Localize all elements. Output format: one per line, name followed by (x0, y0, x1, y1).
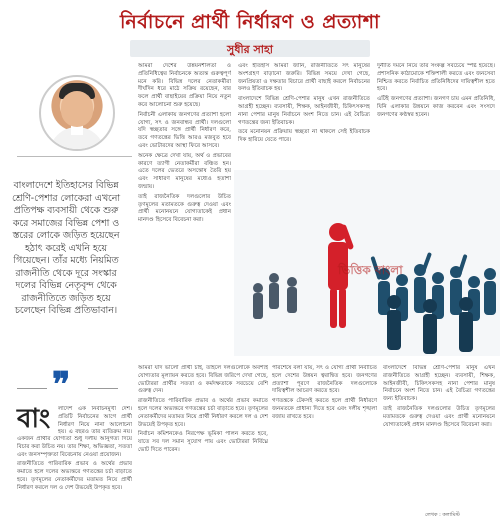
column-far-right-top (377, 63, 495, 163)
paragraph: তাই রাজনৈতিক দলগুলোর উচিত তৃণমূলের মতামতকে গুরুত্ব দেওয়া এবং প্রার্থী মনোনয়নে যোগ্যতাকেই প্রধান মানদণ্ড হিসেবে বিবেচনা করা। (138, 193, 231, 224)
pull-quote: বাংলাদেশে ইতিহাসের বিভিন্ন শ্রেণি-পেশার লোকেরা এখনো প্রতিপক্ষ ব্যবসায়ী থেকে শুরু করে সমাজের বিভিন্ন পেশা ও স্তরের লোকে জড়িত হয়েছেন হঠাৎ করেই এখনি হয়ে গিয়েছেন। তাঁর মধ্যে নিয়মিত রাজনীতি থেকে দূরে সংস্কার দলের বিভিন্ন নেতৃবৃন্দ থেকে রাজনীতিতে জড়িত হয়ে চলেছেন বিভিন্ন প্রতিভাবান। (11, 180, 121, 316)
column-bottom-left-head (58, 406, 132, 436)
column-bottom-left (17, 436, 132, 526)
column-right-bottom (272, 365, 377, 525)
paragraph: আমরা দেশের উন্নয়নশীলতা ও প্রতিনিধিত্বের নির্বাচনকে অত্যন্ত গুরুত্বপূর্ণ মনে করি। বিভিন্ন দলের নেতাকর্মীরা দীর্ঘদিন ধরে মাঠে সক্রিয় রয়েছেন, যার ফলে প্রার্থী বাছাইয়ের প্রক্রিয়া নিয়ে নতুন করে আলোচনা শুরু হয়েছে। (138, 63, 231, 108)
paragraph: গণতন্ত্রকে টেকসই করতে হলে প্রার্থী নির্ধারণে জনমতকে প্রাধান্য দিতে হবে এবং দলীয় শৃঙ্খলা বজায় রাখতে হবে। (272, 398, 377, 420)
paragraph: এটিই জনগণের প্রত্যাশা। জনগণ চায় এমন প্রতিনিধি, যিনি এলাকার উন্নয়নে কাজ করবেন এবং সংসদে জনগণের কণ্ঠস্বর হবেন। (377, 96, 495, 118)
paragraph: বাংলাদেশে বিভিন্ন শ্রেণি-পেশার মানুষ এখন রাজনীতিতে আগ্রহী হচ্ছেন। ব্যবসায়ী, শিক্ষক, আইনজীবী, চিকিৎসকসহ নানা পেশার মানুষ নির্বাচনে অংশ নিতে চান। এই বৈচিত্র্য গণতন্ত্রের জন্য ইতিবাচক। (238, 96, 370, 126)
quote-mark-icon: ❞ (52, 365, 71, 405)
paragraph: দুর্নীতি দমনে নিয়ে তার সংকল্প সবচেয়ে স্পষ্ট হয়েছে। প্রশাসনিক কাঠামোকে শক্তিশালী করতে এবং জনসেবা নিশ্চিত করতে নির্বাচিত প্রতিনিধিদের দায়িত্বশীল হতে হবে। (377, 63, 495, 93)
paragraph: নির্বাচনী এলাকায় জনগণের প্রত্যাশা হলো যোগ্য, সৎ ও জনবান্ধব প্রার্থী। দলগুলো যদি স্বচ্ছতার সঙ্গে প্রার্থী নির্ধারণ করে, তবে গণতন্ত্রের ভিত্তি আরও মজবুত হবে এবং ভোটারদের আস্থা ফিরে আসবে। (138, 111, 231, 149)
paragraph: একজন প্রার্থীর যোগ্যতা শুধু দলীয় আনুগত্য দিয়ে বিচার করা উচিত নয়। তার শিক্ষা, অভিজ্ঞতা, সততা এবং জনসম্পৃক্ততা বিবেচনায় নেওয়া প্রয়োজন। (17, 436, 132, 458)
paragraph: এবং ইতিহাস আমরা জানি, রাজনীতিতে সৎ মানুষের অংশগ্রহণ বাড়ানো জরুরি। বিভিন্ন সময়ে দেখা গেছে, জনপ্রিয়তা ও দক্ষতার বিচারে প্রার্থী বাছাই করলে নির্বাচনের ফলও ইতিবাচক হয়। (238, 63, 370, 93)
paragraph: লাদেশ এক নির্বাচনমুখী দেশ। প্রতিটি নির্বাচনের আগে প্রার্থী নির্ধারণ নিয়ে নানা আলোচনা হয়। এ বছরও তার ব্যতিক্রম নয়। (58, 406, 132, 436)
drop-cap: বাং (17, 404, 51, 434)
paragraph: বাংলাদেশে বিভিন্ন শ্রেণি-পেশার মানুষ এখন রাজনীতিতে আগ্রহী হচ্ছেন। ব্যবসায়ী, শিক্ষক, আইনজীবী, চিকিৎসকসহ নানা পেশার মানুষ নির্বাচনে অংশ নিতে চান। এই বৈচিত্র্য গণতন্ত্রের জন্য ইতিবাচক। (383, 365, 495, 403)
paragraph: তবে মনোনয়ন প্রক্রিয়ায় স্বচ্ছতা না থাকলে সেই ইতিবাচক দিক হারিয়ে যেতে পারে। (238, 129, 370, 144)
column-right-top (238, 63, 370, 163)
paragraph: তাই রাজনৈতিক দলগুলোর উচিত তৃণমূলের মতামতকে গুরুত্ব দেওয়া এবং প্রার্থী মনোনয়নে যোগ্যতাকেই প্রধান মানদণ্ড হিসেবে বিবেচনা করা। (383, 405, 495, 428)
column-far-right-bottom (383, 365, 495, 510)
author-photo (39, 75, 115, 151)
paragraph: অনেক ক্ষেত্রে দেখা যায়, অর্থ ও প্রভাবের কারণে ত্যাগী নেতাকর্মীরা বঞ্চিত হন। এতে দলের ভেতরে অসন্তোষ তৈরি হয় এবং সাধারণ মানুষের মধ্যেও হতাশা জন্মায়। (138, 152, 231, 190)
column-mid-top (138, 63, 231, 363)
author-byline: সুধীর সাহা (227, 43, 273, 56)
watermark: ভিত্তিক বাংলা (338, 263, 403, 277)
paragraph: আমরা যদি ভালো প্রার্থী চাই, তাহলে দলগুলোকে অবশ্যই যোগ্যতার মূল্যায়ন করতে হবে। বিভিন্ন জরিপে দেখা গেছে, ভোটাররা প্রার্থীর সততা ও কর্মদক্ষতাকে সবচেয়ে বেশি গুরুত্ব দেন। (138, 365, 268, 395)
quote-divider-right (88, 388, 118, 389)
paragraph: রাজনীতিতে পারিবারিক প্রভাব ও অর্থের প্রভাব কমাতে হলে দলের অভ্যন্তরে গণতন্ত্রের চর্চা বাড়াতে হবে। তৃণমূলের নেতাকর্মীদের মতামত নিয়ে প্রার্থী নির্ধারণ করলে দল ও দেশ উভয়েই উপকৃত হবে। (138, 398, 268, 428)
photo-divider (17, 156, 132, 157)
article-headline: নির্বাচনে প্রার্থী নির্ধারণ ও প্রত্যাশা (119, 11, 381, 33)
column-mid-bottom (138, 365, 268, 525)
paragraph: পরিশেষে বলা যায়, সৎ ও যোগ্য প্রার্থী নির্বাচিত হলে দেশের উন্নয়ন ত্বরান্বিত হবে। জনগণের প্রত্যাশা পূরণে রাজনৈতিক দলগুলোকে দায়িত্বশীল আচরণ করতে হবে। (272, 365, 377, 395)
author-credit: লেখক : কলামিস্ট (425, 512, 460, 518)
paragraph: নির্বাচন কমিশনকেও নিরপেক্ষ ভূমিকা পালন করতে হবে, যাতে সব দল সমান সুযোগ পায় এবং ভোটাররা নির্বিঘ্নে ভোট দিতে পারেন। (138, 431, 268, 453)
paragraph: রাজনীতিতে পারিবারিক প্রভাব ও অর্থের প্রভাব কমাতে হলে দলের অভ্যন্তরে গণতন্ত্রের চর্চা বাড়াতে হবে। তৃণমূলের নেতাকর্মীদের মতামত নিয়ে প্রার্থী নির্ধারণ করলে দল ও দেশ উভয়েই উপকৃত হবে। (17, 461, 132, 491)
quote-divider-left (17, 388, 47, 389)
